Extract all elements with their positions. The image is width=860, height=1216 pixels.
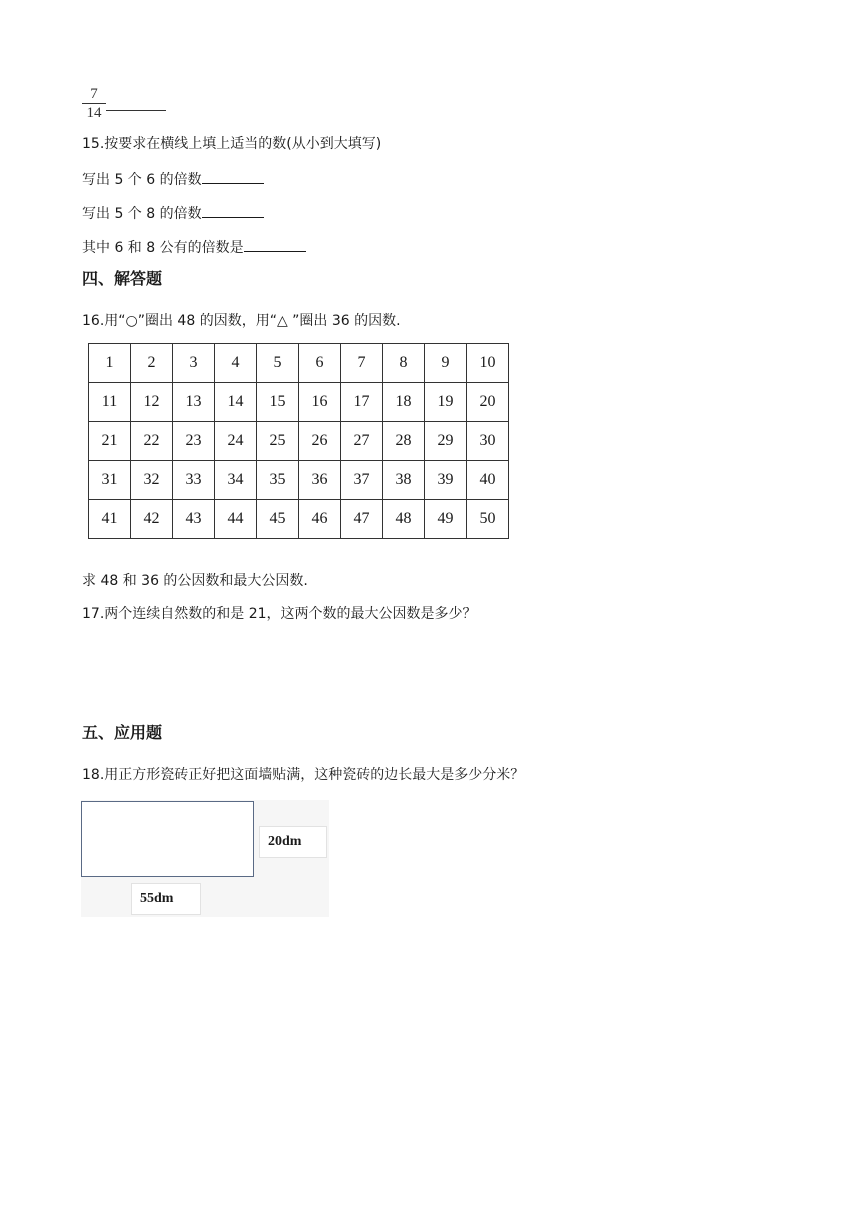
grid-cell[interactable]: 48 — [383, 500, 425, 539]
q15-blank-1[interactable] — [202, 169, 264, 184]
grid-cell[interactable]: 35 — [257, 461, 299, 500]
fraction-numerator: 7 — [90, 86, 98, 102]
grid-cell[interactable]: 40 — [467, 461, 509, 500]
grid-cell[interactable]: 43 — [173, 500, 215, 539]
grid-cell[interactable]: 36 — [299, 461, 341, 500]
wall-height-label: 20dm — [259, 826, 327, 858]
grid-cell[interactable]: 11 — [89, 383, 131, 422]
grid-cell[interactable]: 5 — [257, 344, 299, 383]
section5-heading: 五、应用题 — [82, 723, 163, 742]
grid-cell[interactable]: 45 — [257, 500, 299, 539]
grid-cell[interactable]: 10 — [467, 344, 509, 383]
grid-cell[interactable]: 23 — [173, 422, 215, 461]
grid-cell[interactable]: 49 — [425, 500, 467, 539]
grid-cell[interactable]: 19 — [425, 383, 467, 422]
grid-cell[interactable]: 32 — [131, 461, 173, 500]
grid-cell[interactable]: 6 — [299, 344, 341, 383]
grid-cell[interactable]: 42 — [131, 500, 173, 539]
number-grid — [88, 343, 509, 539]
q15-line1-text: 写出 5 个 6 的倍数 — [82, 172, 202, 188]
grid-cell[interactable]: 20 — [467, 383, 509, 422]
grid-cell[interactable]: 47 — [341, 500, 383, 539]
grid-cell[interactable]: 8 — [383, 344, 425, 383]
grid-cell[interactable]: 29 — [425, 422, 467, 461]
grid-cell[interactable]: 44 — [215, 500, 257, 539]
grid-cell[interactable]: 14 — [215, 383, 257, 422]
grid-cell[interactable]: 9 — [425, 344, 467, 383]
q15-line2 — [82, 203, 264, 223]
grid-cell[interactable]: 1 — [89, 344, 131, 383]
wall-rectangle — [81, 801, 254, 877]
q17-prompt: 17.两个连续自然数的和是 21，这两个数的最大公因数是多少？ — [82, 606, 477, 622]
q15-line3-text: 其中 6 和 8 公有的倍数是 — [82, 240, 244, 256]
grid-cell[interactable]: 2 — [131, 344, 173, 383]
grid-cell[interactable]: 46 — [299, 500, 341, 539]
grid-cell[interactable]: 28 — [383, 422, 425, 461]
grid-cell[interactable]: 22 — [131, 422, 173, 461]
section4-heading: 四、解答题 — [82, 269, 163, 288]
grid-cell[interactable]: 33 — [173, 461, 215, 500]
grid-cell[interactable]: 31 — [89, 461, 131, 500]
grid-cell[interactable]: 7 — [341, 344, 383, 383]
q15-line3 — [82, 237, 306, 257]
grid-cell[interactable]: 4 — [215, 344, 257, 383]
fraction-bar — [82, 103, 106, 104]
grid-cell[interactable]: 30 — [467, 422, 509, 461]
q16-followup: 求 48 和 36 的公因数和最大公因数. — [82, 573, 308, 589]
q15-prompt: 15.按要求在横线上填上适当的数(从小到大填写) — [82, 136, 382, 152]
q15-line1 — [82, 169, 264, 189]
fraction-7-14 — [82, 86, 106, 121]
grid-cell[interactable]: 13 — [173, 383, 215, 422]
wall-width-label: 55dm — [131, 883, 201, 915]
grid-cell[interactable]: 41 — [89, 500, 131, 539]
grid-row — [89, 344, 509, 383]
grid-cell[interactable]: 37 — [341, 461, 383, 500]
grid-cell[interactable]: 39 — [425, 461, 467, 500]
grid-cell[interactable]: 12 — [131, 383, 173, 422]
grid-cell[interactable]: 18 — [383, 383, 425, 422]
grid-cell[interactable]: 26 — [299, 422, 341, 461]
q15-blank-3[interactable] — [244, 237, 306, 252]
q16-prompt: 16.用“○”圈出 48 的因数，用“△ ”圈出 36 的因数. — [82, 313, 401, 329]
grid-cell[interactable]: 50 — [467, 500, 509, 539]
grid-row — [89, 461, 509, 500]
grid-row — [89, 422, 509, 461]
fraction-answer-blank[interactable] — [106, 110, 166, 111]
grid-cell[interactable]: 38 — [383, 461, 425, 500]
grid-cell[interactable]: 17 — [341, 383, 383, 422]
fraction-denominator: 14 — [86, 105, 102, 121]
grid-cell[interactable]: 24 — [215, 422, 257, 461]
grid-cell[interactable]: 16 — [299, 383, 341, 422]
q15-blank-2[interactable] — [202, 203, 264, 218]
q15-line2-text: 写出 5 个 8 的倍数 — [82, 206, 202, 222]
grid-cell[interactable]: 3 — [173, 344, 215, 383]
grid-cell[interactable]: 21 — [89, 422, 131, 461]
grid-cell[interactable]: 15 — [257, 383, 299, 422]
grid-cell[interactable]: 27 — [341, 422, 383, 461]
grid-cell[interactable]: 25 — [257, 422, 299, 461]
grid-cell[interactable]: 34 — [215, 461, 257, 500]
q18-prompt: 18.用正方形瓷砖正好把这面墙贴满，这种瓷砖的边长最大是多少分米？ — [82, 767, 525, 783]
grid-row — [89, 500, 509, 539]
grid-row — [89, 383, 509, 422]
